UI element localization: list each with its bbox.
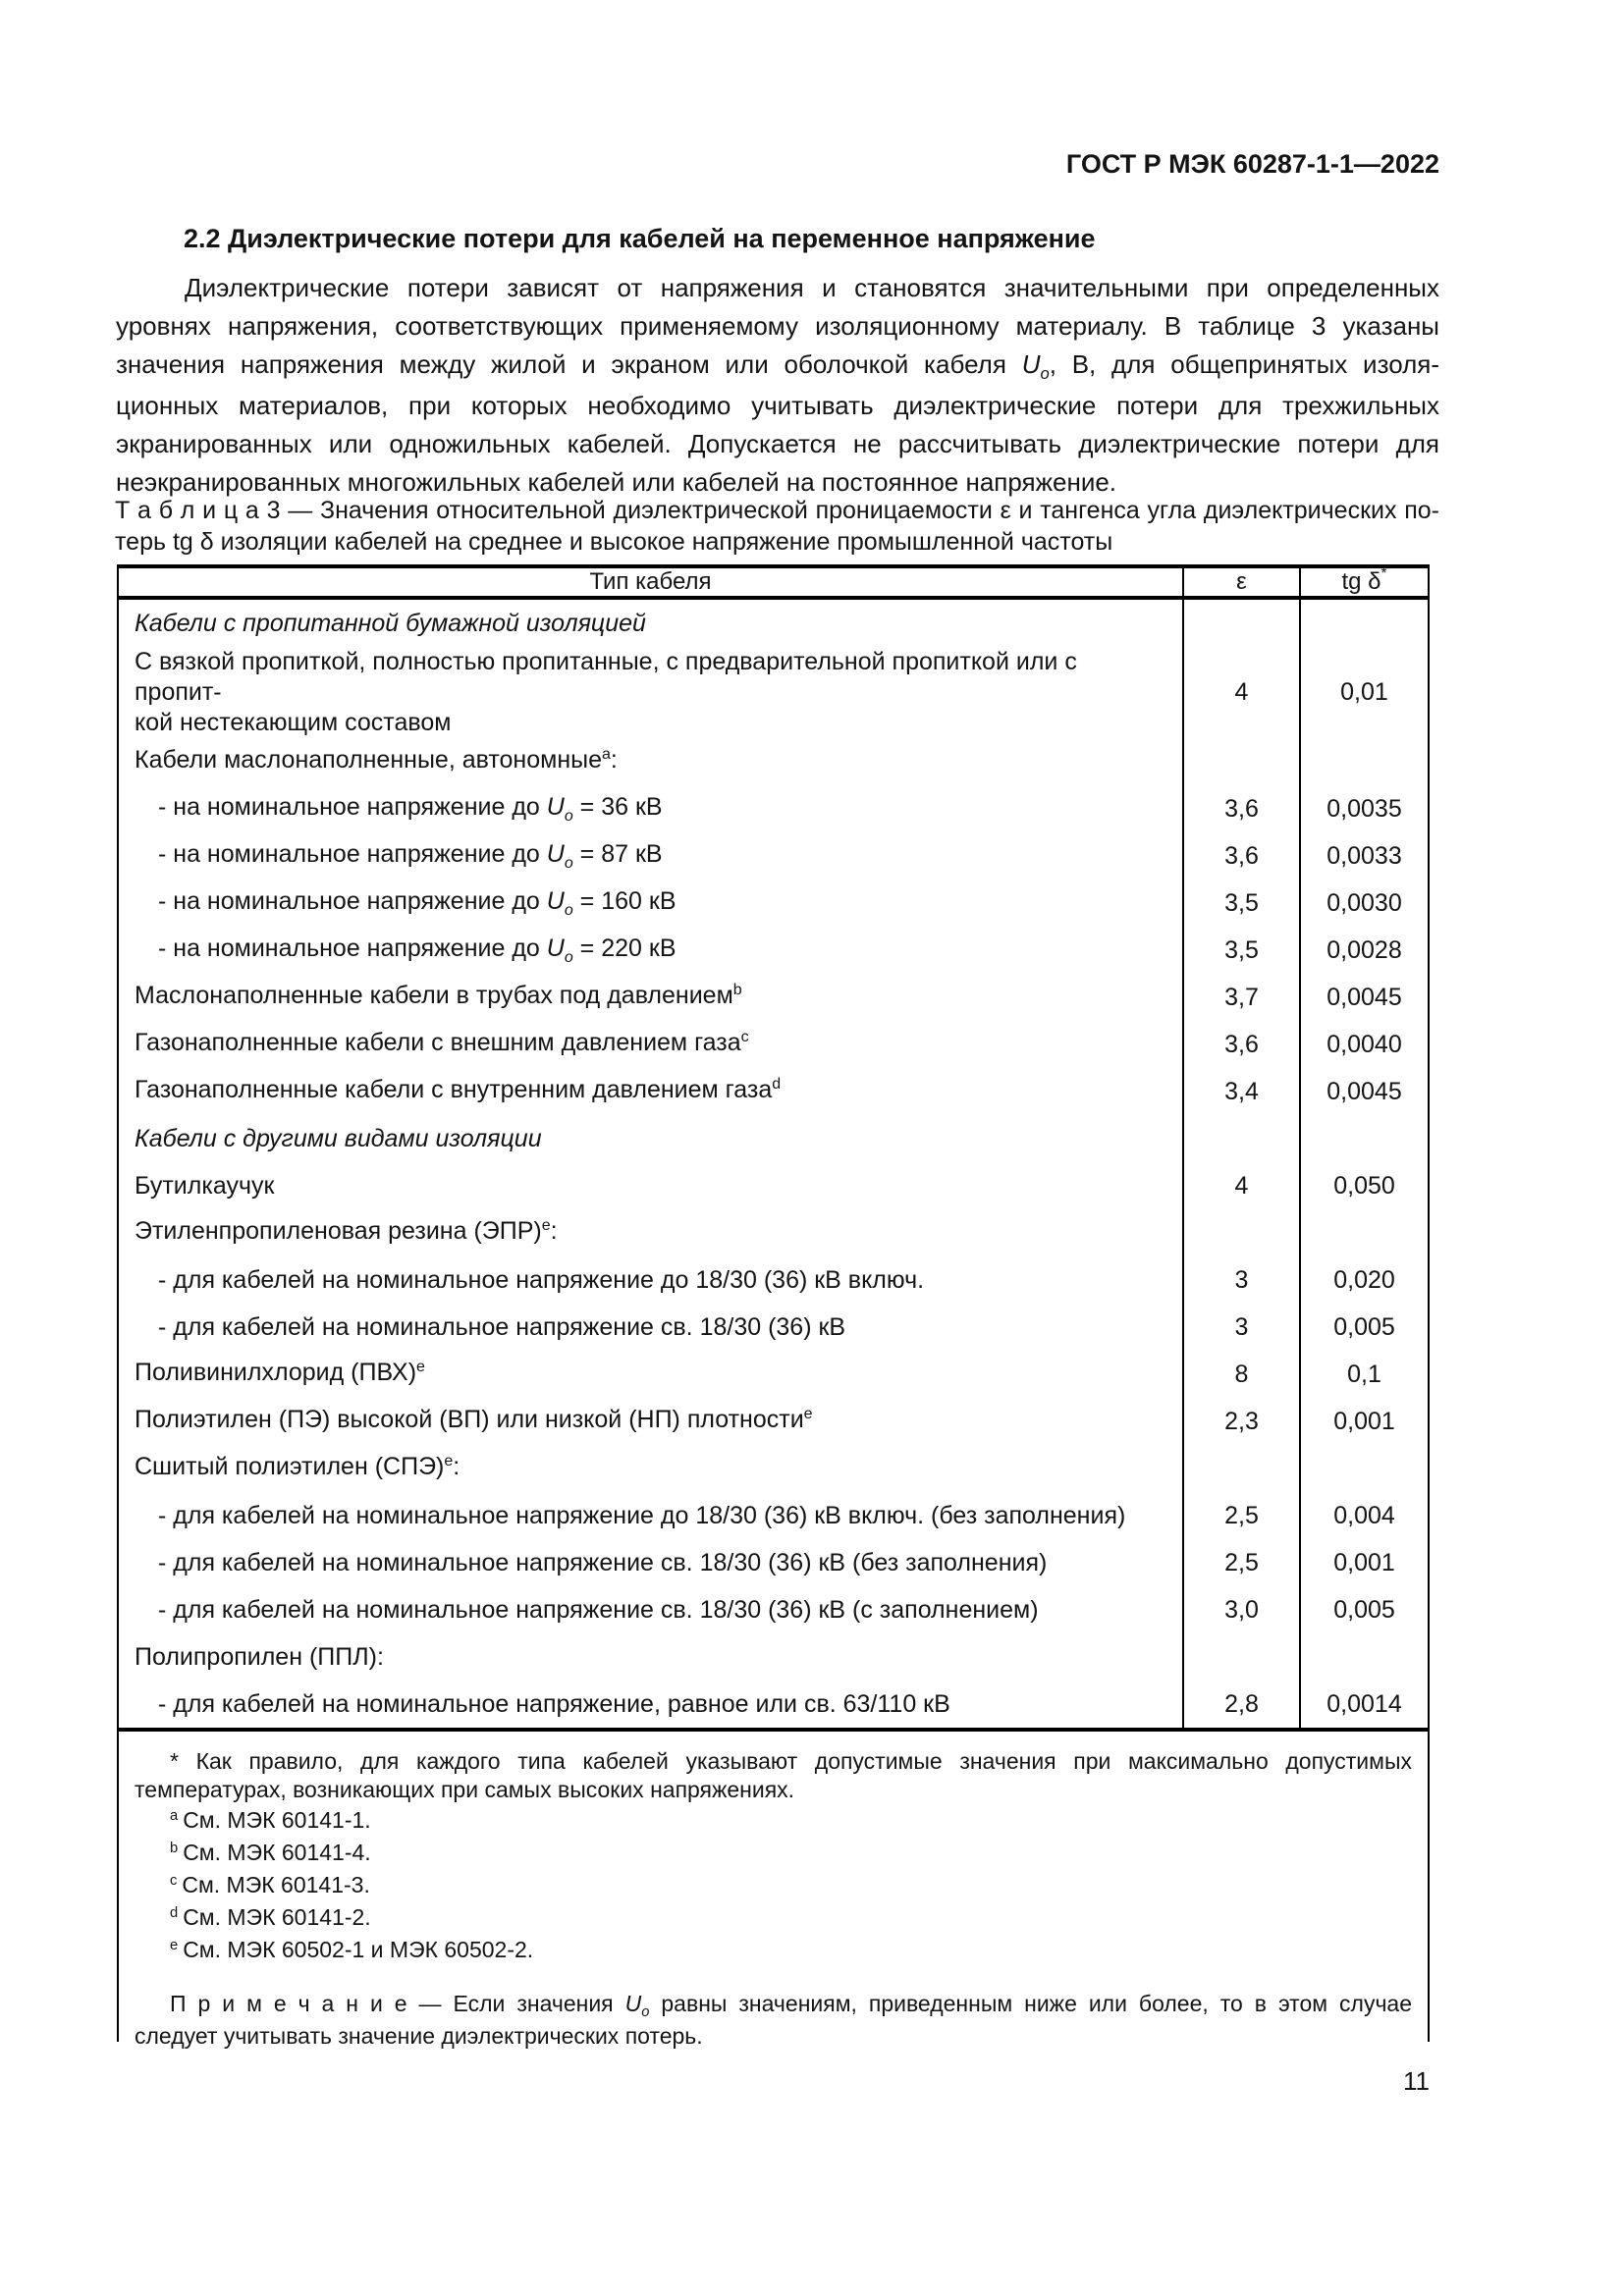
cell-cable-type [119,600,1182,647]
cell-cable-type [119,1586,1182,1633]
cell-epsilon-value [1182,1492,1299,1539]
table-row [119,974,1428,1021]
cell-tg-delta-value [1299,1115,1428,1162]
cell-epsilon-value [1182,832,1299,880]
table-row [119,832,1428,880]
cell-text: 3,5 [1224,888,1259,917]
text-segment: o [564,807,573,825]
cell-text: 4 [1234,1171,1249,1200]
cell-epsilon-value [1182,927,1299,974]
cell-epsilon-value [1182,1351,1299,1398]
footnote-ref-line [135,1903,1412,1936]
text-segment: o [564,948,573,966]
cell-tg-delta-value [1299,1068,1428,1115]
table-row [119,1445,1428,1492]
paragraph-line: неэкранированных многожильных кабелей или кабелей на постоянное напряжение. [116,467,1117,497]
footnote-star-line: температурах, возникающих при самых высоких напряжениях. [135,1777,795,1802]
cell-tg-delta-value [1299,647,1428,738]
cell-text: 3 [1234,1312,1249,1341]
cell-text: 0,0045 [1326,983,1402,1011]
cell-tg-delta-value [1299,1681,1428,1728]
cell-text [135,1216,558,1250]
cell-epsilon-value [1182,880,1299,927]
cell-cable-type [119,1681,1182,1728]
table-row [119,600,1428,647]
cell-cable-type [119,647,1182,738]
table-row [119,1586,1428,1633]
cell-tg-delta-value [1299,1633,1428,1681]
cell-cable-type [119,1398,1182,1445]
cell-tg-delta-value [1299,927,1428,974]
table-body [119,600,1428,1728]
text-segment: = 87 кВ [572,840,663,868]
text-segment: e [444,1453,454,1470]
footnote-refs [135,1806,1412,1968]
table-row [119,927,1428,974]
footnote-marker: d [170,1904,179,1921]
cell-text: 4 [1234,678,1249,706]
cell-text [135,1452,460,1485]
cell-cable-type [119,1539,1182,1586]
cell-text: 3,5 [1224,935,1259,964]
text-segment: - для кабелей на номинальное напряжение св. 18/30 (36) кВ (с заполнением) [158,1595,1039,1624]
table-note-line [135,1990,1412,2022]
text-segment: - на номинальное напряжение до [158,793,547,821]
cell-text: 3,4 [1224,1077,1259,1105]
text-segment: Сшитый полиэтилен (СПЭ) [135,1453,445,1480]
cell-cable-type [119,1256,1182,1304]
text-segment: С вязкой пропиткой, полностью пропитанные, с предварительной пропиткой или с пропит- [135,648,1077,706]
intro-paragraph [116,269,1439,502]
table-caption-line: терь tg δ изоляции кабелей на среднее и высокое напряжение промышленной частоты [115,528,1113,556]
text-segment: d [772,1076,782,1094]
cell-epsilon-value [1182,1445,1299,1492]
cell-epsilon-value [1182,1633,1299,1681]
cell-text [158,934,677,967]
table-row [119,1068,1428,1115]
doc-number: ГОСТ Р МЭК 60287-1-1—2022 [1065,149,1439,179]
text-segment: - для кабелей на номинальное напряжение св. 18/30 (36) кВ (без заполнения) [158,1548,1048,1576]
cell-epsilon-value [1182,1021,1299,1068]
text-segment: a [602,746,611,764]
paragraph-line: Диэлектрические потери зависят от напряжения и становятся значительными при определенных [185,273,1439,302]
footnote-marker: b [170,1840,179,1856]
cell-epsilon-value [1182,1068,1299,1115]
page-number: 11 [1403,2066,1430,2096]
text-segment: кой нестекающим составом [135,709,452,736]
column-header-cable-type: Тип кабеля [589,568,712,595]
text-segment: e [416,1359,425,1376]
cell-text: 2,8 [1224,1689,1259,1718]
cell-text: 8 [1234,1360,1249,1388]
cell-tg-delta-value [1299,600,1428,647]
cell-cable-type [119,1068,1182,1115]
cell-text: 0,004 [1333,1501,1395,1529]
table-row [119,1304,1428,1351]
text-segment: Газонаполненные кабели с внешним давлением газа [135,1029,741,1056]
text-segment: U [624,1991,642,2016]
cell-epsilon-value [1182,1681,1299,1728]
text-segment: U [546,934,565,962]
cell-tg-delta-value [1299,1445,1428,1492]
cell-tg-delta-value [1299,1398,1428,1445]
cell-epsilon-value [1182,974,1299,1021]
cell-epsilon-value [1182,1256,1299,1304]
cell-epsilon-value [1182,1539,1299,1586]
footnote-text: См. МЭК 60141-1. [183,1807,371,1833]
table-row [119,1398,1428,1445]
column-header-tg-delta [1299,564,1428,596]
text-segment: Маслонаполненные кабели в трубах под давлением [135,982,733,1009]
text-segment: = 220 кВ [572,934,677,962]
cell-cable-type [119,1115,1182,1162]
table-row [119,1492,1428,1539]
text-segment: = 160 кВ [572,887,677,915]
text-segment: U [546,840,565,868]
cell-text: 0,001 [1333,1407,1395,1435]
cell-epsilon-value [1182,738,1299,785]
cell-text: 2,3 [1224,1407,1259,1435]
text-segment: c [740,1029,749,1046]
text-segment: , В, для общепринятых изоля- [1049,349,1439,379]
cell-epsilon-value [1182,1162,1299,1209]
cell-text [135,1642,384,1673]
text-segment: Поливинилхлорид (ПВХ) [135,1359,417,1386]
cell-cable-type [119,738,1182,785]
table-row [119,738,1428,785]
text-segment: : [610,746,618,774]
cell-tg-delta-value [1299,785,1428,832]
cell-text [158,792,663,826]
text-segment: e [541,1217,551,1235]
cell-tg-delta-value [1299,738,1428,785]
text-segment: Кабели маслонаполненные, автономные [135,746,603,774]
cell-text [158,1595,1039,1626]
footnote-ref-line [135,1806,1412,1839]
text-segment: U [1021,349,1041,379]
table-row [119,1351,1428,1398]
cell-text [135,1075,781,1108]
cell-tg-delta-value [1299,1256,1428,1304]
cell-text: 3 [1234,1265,1249,1294]
cell-text: 3,7 [1224,983,1259,1011]
text-segment: П р и м е ч а н и е — Если значения [170,1991,625,2016]
footnote-text: См. МЭК 60141-2. [183,1904,371,1930]
text-segment: o [564,854,573,872]
paragraph-line [116,346,1439,387]
text-segment: : [453,1453,460,1480]
cell-text: 0,0033 [1326,841,1402,870]
footnote-star-line: * Как правило, для каждого типа кабелей указывают допустимые значения при максимально допустимых [170,1748,1412,1774]
cell-tg-delta-value [1299,1539,1428,1586]
table-header-row [119,564,1428,596]
cell-cable-type [119,1351,1182,1398]
table-row [119,1681,1428,1728]
cell-cable-type [119,1162,1182,1209]
cell-epsilon-value [1182,647,1299,738]
cell-text: 3,6 [1224,794,1259,823]
cell-text [135,609,646,639]
footnote-text: См. МЭК 60141-4. [183,1840,371,1865]
cell-tg-delta-value [1299,974,1428,1021]
cell-text [135,1358,425,1391]
cell-cable-type [119,1445,1182,1492]
text-segment: Бутилкаучук [135,1171,275,1200]
text-segment: = 36 кВ [572,793,663,821]
cell-text: 3,0 [1224,1595,1259,1624]
cell-text [158,1689,950,1720]
footnote-marker: e [170,1937,179,1953]
cell-text [158,1501,1125,1531]
table-caption-line: Т а б л и ц а 3 — Значения относительной диэлектрической проницаемости ε и тангенса угла диэлектрических по- [115,497,1439,524]
cell-text [158,839,663,873]
text-segment: o [1040,363,1050,383]
paragraph-line: экранированных или одножильных кабелей. Допускается не рассчитывать диэлектрические потери для [116,429,1439,458]
cell-tg-delta-value [1299,1351,1428,1398]
cell-epsilon-value [1182,1209,1299,1256]
cell-text: 0,050 [1333,1171,1395,1200]
text-segment: равны значениям, приведенным ниже или более, то в этом случае [649,1991,1413,2016]
text-segment: : [550,1217,558,1245]
text-segment: - на номинальное напряжение до [158,840,547,868]
cell-text: 0,1 [1347,1360,1381,1388]
table-row [119,880,1428,927]
cell-tg-delta-value [1299,1209,1428,1256]
text-segment: o [641,2004,650,2021]
cell-text [135,647,1170,738]
footnote-text: См. МЭК 60141-3. [182,1872,370,1897]
cell-text: 0,0030 [1326,888,1402,917]
table-note-line: следует учитывать значение диэлектрических потерь. [135,2023,703,2049]
footnote-ref-line [135,1871,1412,1903]
cell-text: 0,01 [1340,678,1388,706]
table-row [119,1256,1428,1304]
cell-text: 0,0040 [1326,1030,1402,1058]
cell-tg-delta-value [1299,1162,1428,1209]
text-segment: e [803,1406,813,1423]
text-segment: - на номинальное напряжение до [158,934,547,962]
paragraph-line: ционных материалов, при которых необходимо учитывать диэлектрические потери для трехжильных [116,391,1439,420]
cell-text: 2,5 [1224,1501,1259,1529]
cell-cable-type [119,832,1182,880]
table-row [119,1162,1428,1209]
table-row [119,1633,1428,1681]
text-segment: - для кабелей на номинальное напряжение св. 18/30 (36) кВ [158,1312,846,1341]
text-segment: o [564,901,573,919]
cell-epsilon-value [1182,600,1299,647]
cell-text [135,745,618,778]
cell-text [158,1312,845,1343]
table-caption [115,495,1439,558]
text-segment: Кабели с пропитанной бумажной изоляцией [135,609,646,637]
cell-text [158,1548,1047,1578]
table-row [119,1539,1428,1586]
table-3 [117,564,1430,2049]
table-row [119,1021,1428,1068]
table-row [119,785,1428,832]
cell-text [158,1265,924,1296]
text-segment: Кабели с другими видами изоляции [135,1124,542,1152]
text-segment: b [732,982,742,999]
cell-text: 3,6 [1224,841,1259,870]
cell-text: 3,6 [1224,1030,1259,1058]
cell-text: 0,0028 [1326,935,1402,964]
cell-cable-type [119,1304,1182,1351]
cell-epsilon-value [1182,785,1299,832]
text-segment: U [546,793,565,821]
cell-cable-type [119,1209,1182,1256]
cell-tg-delta-value [1299,1304,1428,1351]
text-segment: * [1380,564,1387,582]
cell-cable-type [119,927,1182,974]
cell-text [158,886,677,920]
text-segment: значения напряжения между жилой и экраном или оболочкой кабеля [116,349,1022,379]
cell-cable-type [119,880,1182,927]
footnote-ref-line [135,1839,1412,1871]
cell-epsilon-value [1182,1304,1299,1351]
footnote-marker: a [170,1807,179,1824]
text-segment: tg δ [1341,568,1381,595]
cell-text: 0,0045 [1326,1077,1402,1105]
cell-cable-type [119,1492,1182,1539]
text-segment: Этиленпропиленовая резина (ЭПР) [135,1217,542,1245]
text-segment: Газонаполненные кабели с внутренним давлением газа [135,1076,773,1103]
cell-text [135,1124,542,1154]
cell-cable-type [119,1021,1182,1068]
footnote-text: См. МЭК 60502-1 и МЭК 60502-2. [183,1937,534,1962]
cell-cable-type [119,1633,1182,1681]
cell-cable-type [119,785,1182,832]
cell-tg-delta-value [1299,1492,1428,1539]
table-footnote-section [119,1728,1428,2051]
text-segment: - для кабелей на номинальное напряжение до 18/30 (36) кВ включ. [158,1265,925,1294]
table-row [119,1115,1428,1162]
cell-epsilon-value [1182,1586,1299,1633]
text-segment: Полипропилен (ППЛ): [135,1642,384,1671]
cell-tg-delta-value [1299,1586,1428,1633]
table-row [119,1209,1428,1256]
text-segment: - для кабелей на номинальное напряжение до 18/30 (36) кВ включ. (без заполнения) [158,1501,1126,1529]
cell-tg-delta-value [1299,1021,1428,1068]
footnote-ref-line [135,1936,1412,1968]
cell-tg-delta-value [1299,832,1428,880]
table-row [119,647,1428,738]
column-header-epsilon: ε [1182,568,1299,596]
cell-text: 2,5 [1224,1548,1259,1576]
cell-text [135,1171,274,1201]
cell-text [135,1028,749,1061]
cell-text: 0,005 [1333,1595,1395,1624]
text-segment: Полиэтилен (ПЭ) высокой (ВП) или низкой (НП) плотности [135,1406,804,1433]
cell-text: 0,005 [1333,1312,1395,1341]
cell-text [135,981,742,1014]
cell-text: 0,001 [1333,1548,1395,1576]
cell-epsilon-value [1182,1398,1299,1445]
text-segment: - на номинальное напряжение до [158,887,547,915]
cell-cable-type [119,974,1182,1021]
cell-text [135,1405,813,1438]
footnote-marker: c [170,1872,178,1889]
cell-text: 0,0035 [1326,794,1402,823]
table-note [135,1990,1412,2051]
section-heading: 2.2 Диэлектрические потери для кабелей на переменное напряжение [184,224,1096,253]
cell-tg-delta-value [1299,880,1428,927]
text-segment: - для кабелей на номинальное напряжение, равное или св. 63/110 кВ [158,1689,950,1718]
cell-text: 0,020 [1333,1265,1395,1294]
cell-text: 0,0014 [1326,1689,1402,1718]
text-segment: U [546,887,565,915]
cell-epsilon-value [1182,1115,1299,1162]
paragraph-line: уровнях напряжения, соответствующих применяемому изоляционному материалу. В таблице 3 указаны [116,311,1439,341]
